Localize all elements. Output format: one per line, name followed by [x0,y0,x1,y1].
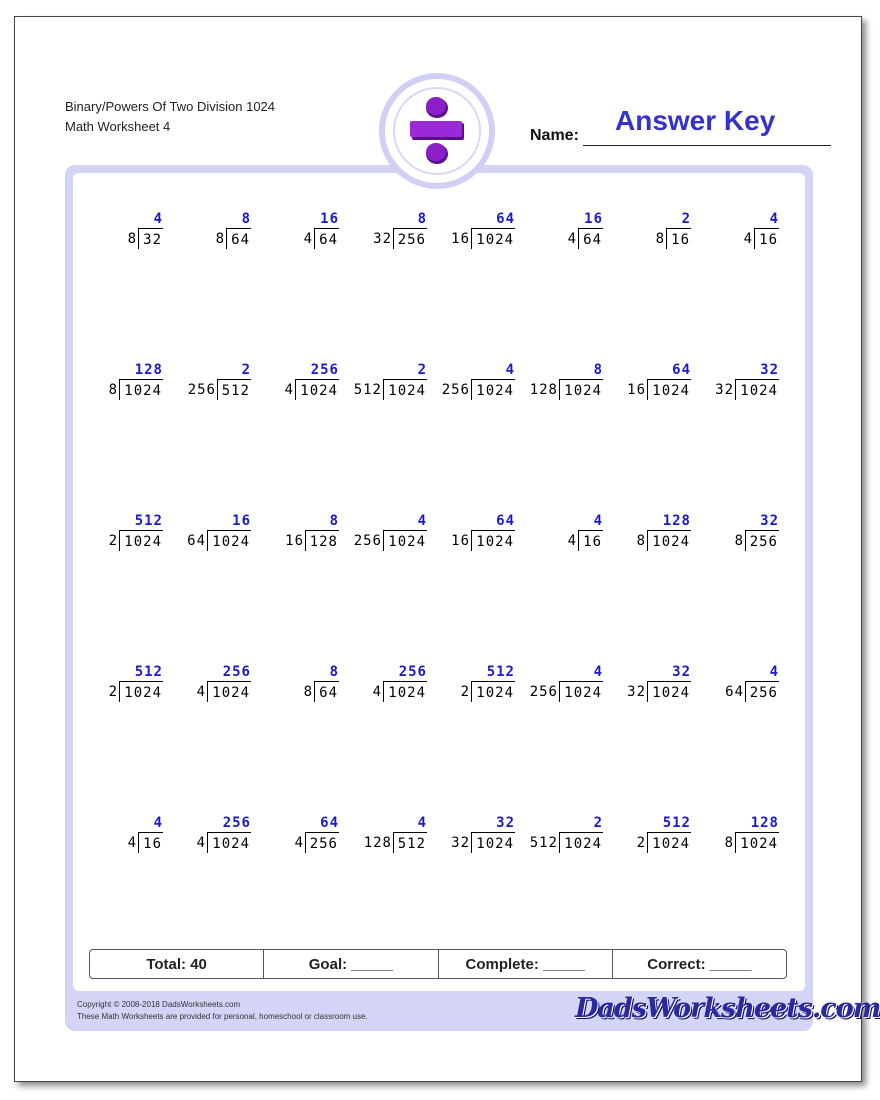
divisor: 4 [303,231,313,247]
quotient-answer: 128 [750,815,779,831]
divisor: 2 [108,684,118,700]
divisor: 256 [353,533,382,549]
total-cell: Total: 40 [90,950,264,978]
quotient-answer: 128 [662,513,691,529]
quotient-answer: 256 [398,664,427,680]
name-underline [583,145,831,146]
quotient-answer: 4 [417,513,427,529]
division-problem [523,211,603,253]
dividend: 1024 [471,530,515,551]
quotient-answer: 32 [496,815,515,831]
quotient-answer: 16 [232,513,251,529]
dividend: 1024 [471,681,515,702]
divisor: 8 [303,684,313,700]
quotient-answer: 8 [417,211,427,227]
division-problem [171,664,251,706]
quotient-answer: 512 [486,664,515,680]
dividend: 512 [217,379,251,400]
usage-notice: These Math Worksheets are provided for personal, homeschool or classroom use. [77,1012,368,1021]
divisor: 32 [451,835,470,851]
dividend: 1024 [295,379,339,400]
brand-logo: DadsWorksheets.com [575,993,880,1024]
dividend: 256 [745,681,779,702]
worksheet-page [14,16,880,1082]
dividend: 1024 [383,379,427,400]
quotient-answer: 256 [310,362,339,378]
quotient-answer: 4 [505,362,515,378]
complete-cell: Complete: _____ [439,950,613,978]
quotient-answer: 256 [222,815,251,831]
quotient-answer: 4 [417,815,427,831]
division-problem [259,815,339,857]
quotient-answer: 2 [681,211,691,227]
divisor: 16 [627,382,646,398]
divisor: 16 [451,231,470,247]
dividend: 1024 [207,530,251,551]
dividend: 64 [314,228,339,249]
divisor: 8 [108,382,118,398]
quotient-answer: 64 [496,211,515,227]
quotient-answer: 4 [769,664,779,680]
division-problem [523,815,603,857]
dividend: 16 [578,530,603,551]
quotient-answer: 4 [593,664,603,680]
copyright-text: Copyright © 2008-2018 DadsWorksheets.com [77,1000,241,1009]
division-problem [171,815,251,857]
dividend: 1024 [471,379,515,400]
divisor: 64 [187,533,206,549]
divisor: 8 [215,231,225,247]
division-problem [259,211,339,253]
divisor: 64 [725,684,744,700]
division-problem [347,362,427,404]
divisor: 128 [363,835,392,851]
division-problem [523,362,603,404]
quotient-answer: 2 [593,815,603,831]
divisor: 512 [353,382,382,398]
division-problem [523,513,603,555]
dividend: 16 [666,228,691,249]
quotient-answer: 16 [584,211,603,227]
quotient-answer: 2 [417,362,427,378]
name-label: Name: [530,127,579,144]
dividend: 512 [393,832,427,853]
dividend: 1024 [735,379,779,400]
dividend: 1024 [119,681,163,702]
dividend: 256 [745,530,779,551]
dividend: 256 [393,228,427,249]
division-problem [259,513,339,555]
division-problem [347,513,427,555]
division-problem [347,664,427,706]
dividend: 1024 [471,832,515,853]
title-line-1: Binary/Powers Of Two Division 1024 [65,99,276,114]
correct-cell: Correct: _____ [647,955,752,973]
divisor: 8 [724,835,734,851]
divisor: 4 [372,684,382,700]
divisor: 16 [451,533,470,549]
quotient-answer: 4 [153,815,163,831]
problems-frame [65,165,813,1031]
divisor: 32 [627,684,646,700]
division-problem [699,513,779,555]
dividend: 1024 [647,379,691,400]
dividend: 64 [578,228,603,249]
division-problem [171,513,251,555]
division-problem [611,362,691,404]
quotient-answer: 2 [241,362,251,378]
quotient-answer: 16 [320,211,339,227]
goal-cell: Goal: _____ [264,950,438,978]
divisor: 512 [529,835,558,851]
divisor: 16 [285,533,304,549]
division-problem [611,664,691,706]
divisor: 128 [529,382,558,398]
dividend: 1024 [383,681,427,702]
dividend: 1024 [383,530,427,551]
divisor: 8 [127,231,137,247]
divisor: 4 [294,835,304,851]
division-problem [435,513,515,555]
division-problem [259,362,339,404]
quotient-answer: 4 [593,513,603,529]
dividend: 128 [305,530,339,551]
dividend: 1024 [119,530,163,551]
quotient-answer: 64 [672,362,691,378]
divisor: 2 [636,835,646,851]
quotient-answer: 8 [329,664,339,680]
dividend: 1024 [207,681,251,702]
division-problem [699,664,779,706]
divisor: 4 [196,684,206,700]
quotient-answer: 8 [241,211,251,227]
name-field [530,107,830,147]
dividend: 32 [138,228,163,249]
score-bar [89,949,787,979]
quotient-answer: 512 [662,815,691,831]
divisor: 2 [108,533,118,549]
division-problem [611,513,691,555]
dividend: 16 [754,228,779,249]
dividend: 1024 [559,832,603,853]
divisor: 4 [127,835,137,851]
quotient-answer: 128 [134,362,163,378]
divisor: 4 [743,231,753,247]
division-problem [259,664,339,706]
footer-text [77,999,368,1023]
divisor: 2 [460,684,470,700]
answer-key-label: Answer Key [615,105,776,136]
division-problem [435,815,515,857]
dividend: 1024 [471,228,515,249]
divisor: 4 [284,382,294,398]
division-problem [171,362,251,404]
division-problem [699,211,779,253]
dividend: 1024 [559,379,603,400]
division-problem [83,362,163,404]
dividend: 16 [138,832,163,853]
divisor: 32 [373,231,392,247]
divisor: 4 [567,533,577,549]
division-problem [523,664,603,706]
divisor: 256 [187,382,216,398]
division-problem [435,211,515,253]
division-problem [171,211,251,253]
division-problem [699,815,779,857]
divisor: 256 [529,684,558,700]
quotient-answer: 4 [769,211,779,227]
title-line-2: Math Worksheet 4 [65,119,171,134]
division-problem [611,815,691,857]
division-problem [83,513,163,555]
quotient-answer: 8 [593,362,603,378]
dividend: 1024 [647,832,691,853]
divisor: 8 [655,231,665,247]
quotient-answer: 32 [672,664,691,680]
quotient-answer: 32 [760,513,779,529]
quotient-answer: 512 [134,513,163,529]
dividend: 1024 [559,681,603,702]
division-logo [379,73,495,189]
divisor: 8 [734,533,744,549]
division-problem [347,211,427,253]
quotient-answer: 512 [134,664,163,680]
division-problem [435,362,515,404]
dividend: 64 [314,681,339,702]
quotient-answer: 4 [153,211,163,227]
quotient-answer: 256 [222,664,251,680]
division-problem [347,815,427,857]
dividend: 1024 [207,832,251,853]
divisor: 256 [441,382,470,398]
divisor: 8 [636,533,646,549]
division-sign-icon [385,79,489,183]
quotient-answer: 8 [329,513,339,529]
division-problem [435,664,515,706]
dividend: 1024 [647,530,691,551]
dividend: 64 [226,228,251,249]
dividend: 1024 [119,379,163,400]
division-problem [83,664,163,706]
quotient-answer: 64 [320,815,339,831]
division-problem [699,362,779,404]
quotient-answer: 32 [760,362,779,378]
problems-grid [73,173,805,991]
division-problem [611,211,691,253]
division-problem [83,211,163,253]
quotient-answer: 64 [496,513,515,529]
dividend: 1024 [735,832,779,853]
dividend: 1024 [647,681,691,702]
divisor: 4 [567,231,577,247]
division-problem [83,815,163,857]
dividend: 256 [305,832,339,853]
divisor: 4 [196,835,206,851]
divisor: 32 [715,382,734,398]
worksheet-title [65,97,275,137]
